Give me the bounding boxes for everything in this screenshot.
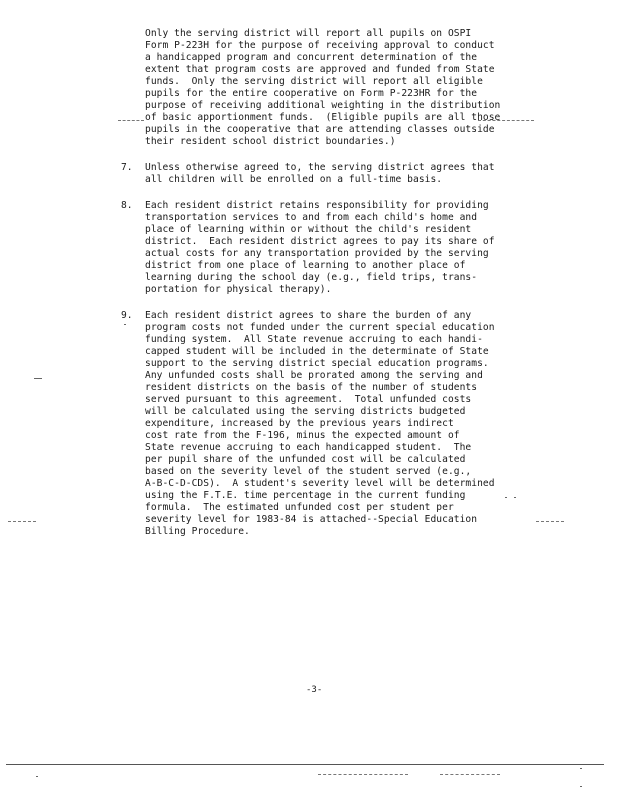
scan-speck xyxy=(34,378,42,379)
text-line: place of learning within or without the child's resident xyxy=(145,224,472,235)
text-line: pupils for the entire cooperative on Form P-223HR for the xyxy=(145,88,478,99)
scan-speck xyxy=(580,786,582,787)
scan-speck xyxy=(514,497,516,498)
text-line: capped student will be included in the determinate of State xyxy=(145,346,489,357)
text-line: formula. The estimated unfunded cost per student per xyxy=(145,502,454,513)
text-line: funds. Only the serving district will report all eligible xyxy=(145,76,483,87)
item-number: 9. xyxy=(121,310,133,321)
scan-speck xyxy=(36,776,38,777)
text-line: transportation services to and from each child's home and xyxy=(145,212,478,223)
text-line: served pursuant to this agreement. Total unfunded costs xyxy=(145,394,472,405)
text-line: Any unfunded costs shall be prorated among the serving and xyxy=(145,370,483,381)
text-line: Only the serving district will report all pupils on OSPI xyxy=(145,28,472,39)
margin-mark xyxy=(8,521,36,523)
margin-mark xyxy=(536,521,564,523)
text-line: State revenue accruing to each handicapped student. The xyxy=(145,442,472,453)
text-line: of basic apportionment funds. (Eligible pupils are all those xyxy=(145,112,501,123)
text-line: portation for physical therapy). xyxy=(145,284,332,295)
text-line: extent that program costs are approved and funded from State xyxy=(145,64,495,75)
text-line: actual costs for any transportation provided by the serving xyxy=(145,248,489,259)
text-line: resident districts on the basis of the number of students xyxy=(145,382,478,393)
bottom-scan-mark xyxy=(440,774,500,776)
margin-mark xyxy=(478,120,534,122)
text-line: will be calculated using the serving districts budgeted xyxy=(145,406,466,417)
text-line: Each resident district agrees to share the burden of any xyxy=(145,310,472,321)
text-line: Form P-223H for the purpose of receiving approval to conduct xyxy=(145,40,495,51)
text-line: district. Each resident district agrees to pay its share of xyxy=(145,236,495,247)
text-line: per pupil share of the unfunded cost will be calculated xyxy=(145,454,466,465)
text-line: a handicapped program and concurrent determination of the xyxy=(145,52,478,63)
text-line: funding system. All State revenue accruing to each handi- xyxy=(145,334,483,345)
text-line: expenditure, increased by the previous years indirect xyxy=(145,418,454,429)
text-line: Each resident district retains responsibility for providing xyxy=(145,200,489,211)
text-line: severity level for 1983-84 is attached--Special Education xyxy=(145,514,478,525)
text-line: district from one place of learning to another place of xyxy=(145,260,466,271)
text-line: purpose of receiving additional weighting in the distribution xyxy=(145,100,501,111)
scan-speck xyxy=(124,324,126,325)
text-line: Unless otherwise agreed to, the serving district agrees that xyxy=(145,162,495,173)
text-line: pupils in the cooperative that are attending classes outside xyxy=(145,124,495,135)
scan-speck xyxy=(505,497,507,498)
bottom-scan-mark xyxy=(318,774,408,776)
text-line: using the F.T.E. time percentage in the current funding xyxy=(145,490,466,501)
bottom-border-line xyxy=(6,764,604,765)
text-line: Billing Procedure. xyxy=(145,526,250,537)
text-line: all children will be enrolled on a full-time basis. xyxy=(145,174,443,185)
page-number: -3- xyxy=(306,685,323,695)
margin-mark xyxy=(118,120,144,122)
text-line: support to the serving district special education programs. xyxy=(145,358,489,369)
scan-speck xyxy=(580,768,582,769)
text-line: program costs not funded under the current special education xyxy=(145,322,495,333)
text-line: based on the severity level of the student served (e.g., xyxy=(145,466,472,477)
text-line: A-B-C-D-CDS). A student's severity level will be determined xyxy=(145,478,495,489)
text-line: their resident school district boundaries.) xyxy=(145,136,396,147)
text-line: learning during the school day (e.g., field trips, trans- xyxy=(145,272,478,283)
item-number: 8. xyxy=(121,200,133,211)
text-line: cost rate from the F-196, minus the expected amount of xyxy=(145,430,460,441)
item-number: 7. xyxy=(121,162,133,173)
